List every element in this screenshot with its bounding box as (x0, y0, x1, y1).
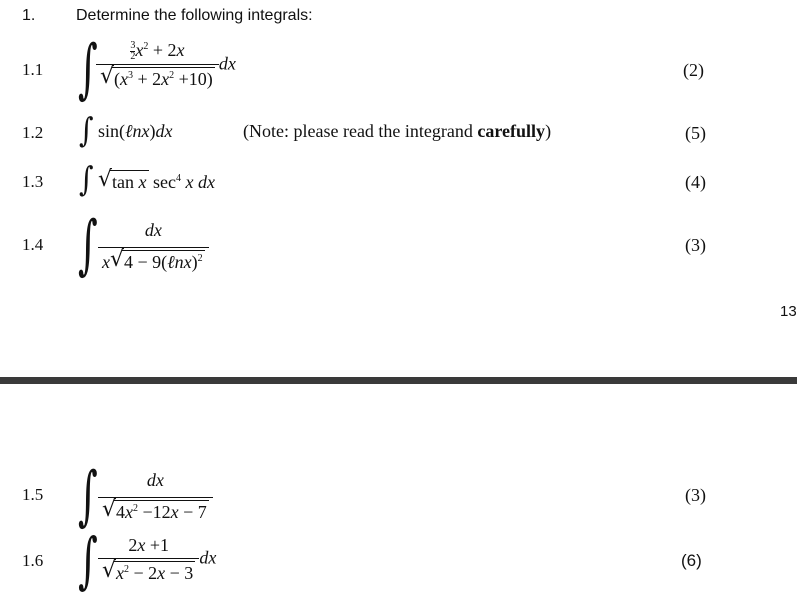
marks-1-5: (3) (685, 485, 706, 505)
integral-sign-icon: ∫ (78, 30, 98, 106)
integrand-1-4: dx x √ 4 − 9(ℓnx)$^2$ (98, 220, 209, 273)
question-number: 1. (22, 7, 36, 24)
marks-1-4: (3) (685, 235, 706, 255)
integrand-1-5: dx √ $4x^2 -12x - 7$ (98, 470, 213, 523)
note-1-2: (Note: please read the integrand carefully) (243, 121, 552, 141)
integral-sign-icon: ∫ (79, 159, 94, 199)
integrand-1-2: sin(ℓnx)dx (98, 121, 173, 141)
integrand-1-1: $\frac{3}{2}$ $x^2 + 2x$ √ $(x^3 + 2x^2 +10)$ dx (96, 40, 236, 90)
integral-sign-icon: ∫ (79, 110, 94, 150)
marks-1-6: (6) (681, 551, 702, 570)
integrand-1-6: 2x +1 √ $x^2 - 2x - 3$ dx (98, 535, 216, 584)
page-number: 13 (780, 303, 797, 320)
integrand-1-3: √ tan x $\sec^4 x$ dx (98, 167, 215, 192)
question-title: Determine the following integrals: (76, 7, 313, 24)
item-label-1-5: 1.5 (22, 485, 44, 504)
integral-sign-icon: ∫ (78, 525, 98, 596)
integral-sign-icon: ∫ (78, 457, 98, 533)
item-label-1-3: 1.3 (22, 172, 44, 191)
item-label-1-1: 1.1 (22, 60, 44, 79)
item-label-1-2: 1.2 (22, 123, 44, 142)
marks-1-1: (2) (683, 60, 704, 80)
marks-1-2: (5) (685, 123, 706, 143)
page-divider (0, 377, 797, 384)
marks-1-3: (4) (685, 172, 706, 192)
item-label-1-6: 1.6 (22, 551, 44, 570)
item-label-1-4: 1.4 (22, 235, 44, 254)
integral-sign-icon: ∫ (78, 206, 98, 282)
